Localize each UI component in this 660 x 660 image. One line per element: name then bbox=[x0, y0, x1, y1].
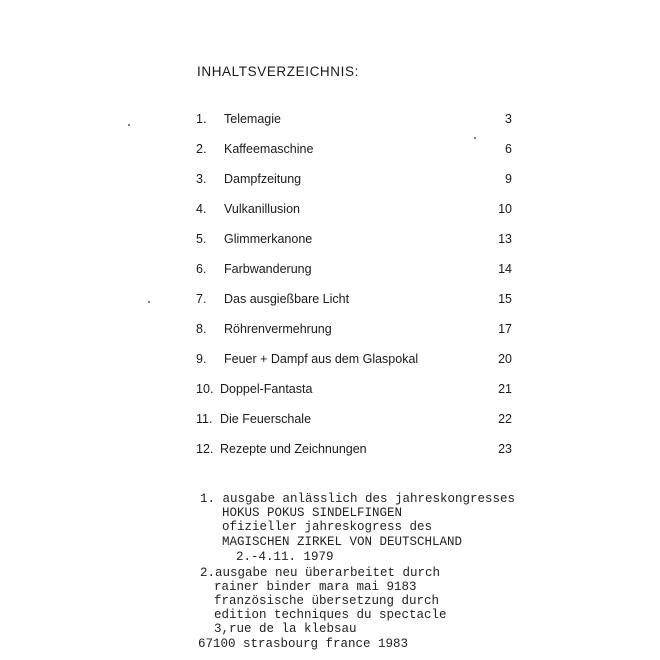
toc-entry-number: 9. bbox=[196, 352, 207, 366]
scan-speck bbox=[474, 137, 476, 139]
toc-entry-number: 7. bbox=[196, 292, 207, 306]
toc-entry-page: 14 bbox=[498, 262, 512, 276]
toc-entry-label: Farbwanderung bbox=[224, 262, 312, 276]
note-line: edition techniques du spectacle bbox=[214, 608, 447, 622]
toc-entry-number: 1. bbox=[196, 112, 207, 126]
toc-entry-label: Telemagie bbox=[224, 112, 281, 126]
toc-entry-label: Vulkanillusion bbox=[224, 202, 300, 216]
toc-entry-page: 13 bbox=[498, 232, 512, 246]
toc-entry-label: Dampfzeitung bbox=[224, 172, 302, 186]
note-line: 1. ausgabe anlässlich des jahreskongresses bbox=[200, 492, 516, 506]
toc-entry-page: 3 bbox=[505, 112, 512, 126]
toc-entry-label: Glimmerkanone bbox=[224, 232, 313, 246]
toc-entry-number: 6. bbox=[196, 262, 207, 276]
toc-entry-page: 22 bbox=[498, 412, 512, 426]
toc-entry-page: 6 bbox=[505, 142, 512, 156]
note-line: 2.ausgabe neu überarbeitet durch bbox=[200, 566, 441, 580]
toc-entry-number: 2. bbox=[196, 142, 207, 156]
toc-entry-number: 8. bbox=[196, 322, 207, 336]
note-line: 3,rue de la klebsau bbox=[214, 622, 357, 636]
note-line: HOKUS POKUS SINDELFINGEN bbox=[222, 506, 403, 520]
note-line: ofizieller jahreskogress des bbox=[222, 520, 433, 534]
note-line: MAGISCHEN ZIRKEL VON DEUTSCHLAND bbox=[222, 535, 463, 549]
scan-speck bbox=[128, 124, 130, 126]
toc-entry-page: 17 bbox=[498, 322, 512, 336]
toc-entry-label: Kaffeemaschine bbox=[224, 142, 314, 156]
toc-entry-label: Röhrenvermehrung bbox=[224, 322, 332, 336]
toc-entry-page: 9 bbox=[505, 172, 512, 186]
scan-speck bbox=[148, 301, 150, 303]
toc-entry-page: 21 bbox=[498, 382, 512, 396]
toc-entry-number: 5. bbox=[196, 232, 207, 246]
note-line: rainer binder mara mai 9183 bbox=[214, 580, 417, 594]
toc-entry-label: Die Feuerschale bbox=[220, 412, 312, 426]
note-line: 2.-4.11. 1979 bbox=[236, 550, 334, 564]
toc-entry-number: 10. bbox=[196, 382, 214, 396]
toc-entry-label: Das ausgießbare Licht bbox=[224, 292, 350, 306]
toc-entry-label: Rezepte und Zeichnungen bbox=[220, 442, 367, 456]
toc-entry-number: 12. bbox=[196, 442, 214, 456]
toc-entry-number: 3. bbox=[196, 172, 207, 186]
note-line: 67100 strasbourg france 1983 bbox=[198, 637, 409, 651]
toc-entry-number: 11. bbox=[196, 412, 213, 426]
toc-entry-page: 15 bbox=[498, 292, 512, 306]
toc-entry-page: 10 bbox=[498, 202, 512, 216]
toc-entry-number: 4. bbox=[196, 202, 207, 216]
toc-entry-label: Doppel-Fantasta bbox=[220, 382, 313, 396]
toc-entry-page: 23 bbox=[498, 442, 512, 456]
toc-entry-label: Feuer + Dampf aus dem Glaspokal bbox=[224, 352, 419, 366]
note-line: französische übersetzung durch bbox=[214, 594, 440, 608]
toc-title: INHALTSVERZEICHNIS: bbox=[197, 64, 359, 79]
toc-entry-page: 20 bbox=[498, 352, 512, 366]
